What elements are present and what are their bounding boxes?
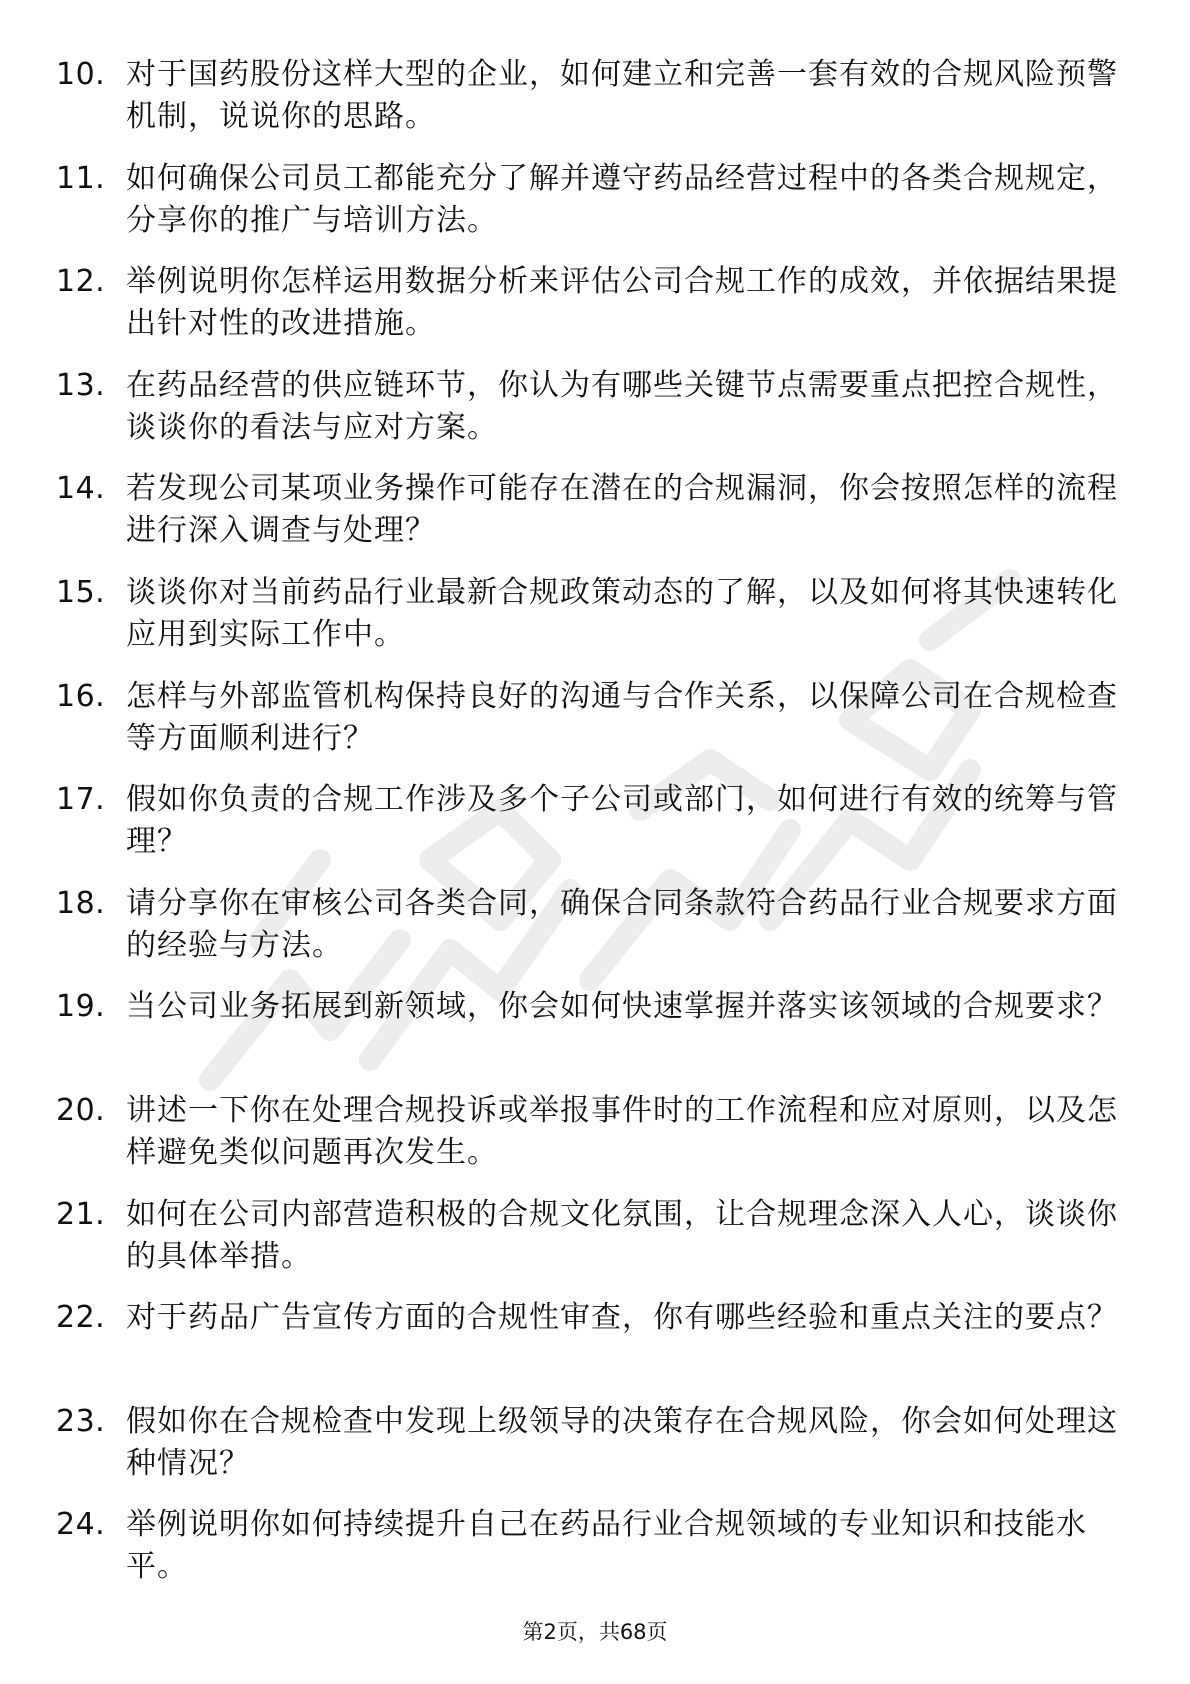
question-item	[56, 261, 1136, 365]
question-number: 17.	[56, 782, 106, 818]
question-number: 23.	[56, 1403, 106, 1439]
question-text: 举例说明你如何持续提升自己在药品行业合规领域的专业知识和技能水平。	[126, 1507, 1087, 1585]
question-item	[56, 779, 1136, 883]
question-number: 21.	[56, 1196, 106, 1232]
question-number: 11.	[56, 160, 106, 196]
question-text: 举例说明你怎样运用数据分析来评估公司合规工作的成效，并依据结果提出针对性的改进措施。	[126, 264, 1118, 342]
question-number: 14.	[56, 471, 106, 507]
question-item	[56, 883, 1136, 987]
question-item	[56, 1194, 1136, 1298]
question-text: 当公司业务拓展到新领域，你会如何快速掌握并落实该领域的合规要求？	[126, 989, 1118, 1025]
question-item	[56, 572, 1136, 676]
page-footer	[0, 1618, 1190, 1646]
question-text: 如何确保公司员工都能充分了解并遵守药品经营过程中的各类合规规定，分享你的推广与培训方法。	[126, 160, 1118, 238]
question-number: 15.	[56, 574, 106, 610]
question-number: 16.	[56, 678, 106, 714]
question-text: 谈谈你对当前药品行业最新合规政策动态的了解，以及如何将其快速转化应用到实际工作中。	[126, 574, 1118, 652]
question-text: 怎样与外部监管机构保持良好的沟通与合作关系，以保障公司在合规检查等方面顺利进行？	[126, 678, 1118, 756]
question-text: 若发现公司某项业务操作可能存在潜在的合规漏洞，你会按照怎样的流程进行深入调查与处理？	[126, 471, 1118, 549]
question-text: 如何在公司内部营造积极的合规文化氛围，让合规理念深入人心，谈谈你的具体举措。	[126, 1196, 1118, 1274]
question-item	[56, 1401, 1136, 1505]
question-text: 假如你负责的合规工作涉及多个子公司或部门，如何进行有效的统筹与管理？	[126, 782, 1118, 860]
question-number: 24.	[56, 1507, 106, 1543]
question-text: 讲述一下你在处理合规投诉或举报事件时的工作流程和应对原则，以及怎样避免类似问题再次发生。	[126, 1092, 1118, 1170]
question-item	[56, 1090, 1136, 1194]
question-number: 19.	[56, 989, 106, 1025]
question-item	[56, 365, 1136, 469]
question-text: 在药品经营的供应链环节，你认为有哪些关键节点需要重点把控合规性，谈谈你的看法与应对方案。	[126, 367, 1118, 445]
question-number: 18.	[56, 885, 106, 921]
question-item	[56, 1504, 1136, 1608]
question-number: 12.	[56, 264, 106, 300]
question-item	[56, 986, 1136, 1090]
question-text: 对于国药股份这样大型的企业，如何建立和完善一套有效的合规风险预警机制，说说你的思路。	[126, 57, 1118, 134]
question-item	[56, 158, 1136, 262]
question-number: 13.	[56, 367, 106, 403]
question-item	[56, 468, 1136, 572]
page-number-label: 第2页，共68页	[522, 1620, 668, 1644]
question-number: 22.	[56, 1300, 106, 1336]
question-item	[56, 54, 1136, 158]
question-text: 假如你在合规检查中发现上级领导的决策存在合规风险，你会如何处理这种情况？	[126, 1403, 1118, 1481]
question-text: 对于药品广告宣传方面的合规性审查，你有哪些经验和重点关注的要点？	[126, 1300, 1118, 1336]
question-item	[56, 676, 1136, 780]
question-text: 请分享你在审核公司各类合同，确保合同条款符合药品行业合规要求方面的经验与方法。	[126, 885, 1118, 963]
question-list	[56, 54, 1136, 1608]
question-number: 10.	[56, 57, 106, 92]
question-item	[56, 1297, 1136, 1401]
question-number: 20.	[56, 1092, 106, 1128]
